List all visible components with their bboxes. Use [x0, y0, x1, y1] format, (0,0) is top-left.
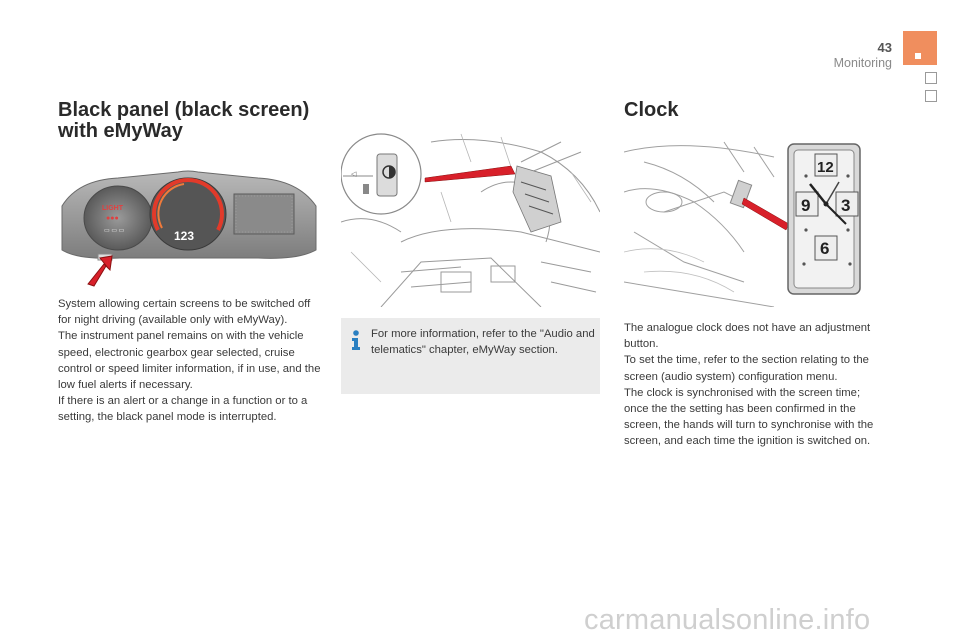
page-number: 43	[877, 40, 892, 55]
clock-body: The analogue clock does not have an adjustment button. To set the time, refer to the section relating to the screen (audio system) configuration menu. The clock is synchronised with the screen time; once the the setting has been confirmed in the screen, the hands will turn to synchronise with the screen, and each time the ignition is switched on.	[624, 322, 874, 448]
svg-text:LIGHT: LIGHT	[102, 205, 123, 212]
svg-text:◁: ◁	[351, 171, 357, 178]
clock-number-9: 9	[801, 196, 811, 215]
title-line-1: Black panel (black screen)	[58, 99, 310, 121]
clock-title: Clock	[624, 99, 679, 121]
clock-number-12: 12	[817, 159, 834, 176]
dashboard-switch-figure	[341, 132, 600, 307]
section-label: Monitoring	[833, 56, 892, 70]
info-note-box	[341, 318, 600, 394]
section-tab[interactable]	[925, 90, 937, 102]
clock-number-3: 3	[841, 196, 851, 215]
title-line-2: with eMyWay	[58, 120, 183, 142]
section-tab[interactable]	[925, 72, 937, 84]
info-note-text: For more information, refer to the "Audio and telematics" chapter, eMyWay section.	[371, 328, 595, 356]
cluster-speed: 123	[174, 229, 195, 243]
svg-text:●●●: ●●●	[106, 215, 119, 222]
clock-illustration	[624, 132, 882, 307]
instrument-cluster-illustration	[58, 158, 320, 288]
black-panel-body: System allowing certain screens to be switched off for night driving (available only with eMyWay). The instrument panel remains on with the vehicle speed, electronic gearbox gear selected, cruise control or speed limiter information, if in use, and the low fuel alerts if necessary. If there is an alert or a change in a function or to a setting, the black panel mode is interrupted.	[58, 298, 321, 424]
dashboard-switch-illustration	[341, 132, 600, 307]
instrument-cluster-figure	[58, 158, 320, 288]
section-tab-active[interactable]	[903, 31, 937, 65]
info-icon	[347, 329, 365, 351]
watermark: carmanualsonline.info	[584, 604, 871, 636]
black-panel-title	[58, 100, 309, 142]
svg-text:▭ ▭ ▭: ▭ ▭ ▭	[104, 228, 125, 234]
tab-marker	[915, 53, 921, 59]
clock-number-6: 6	[820, 239, 830, 258]
clock-figure	[624, 132, 882, 307]
